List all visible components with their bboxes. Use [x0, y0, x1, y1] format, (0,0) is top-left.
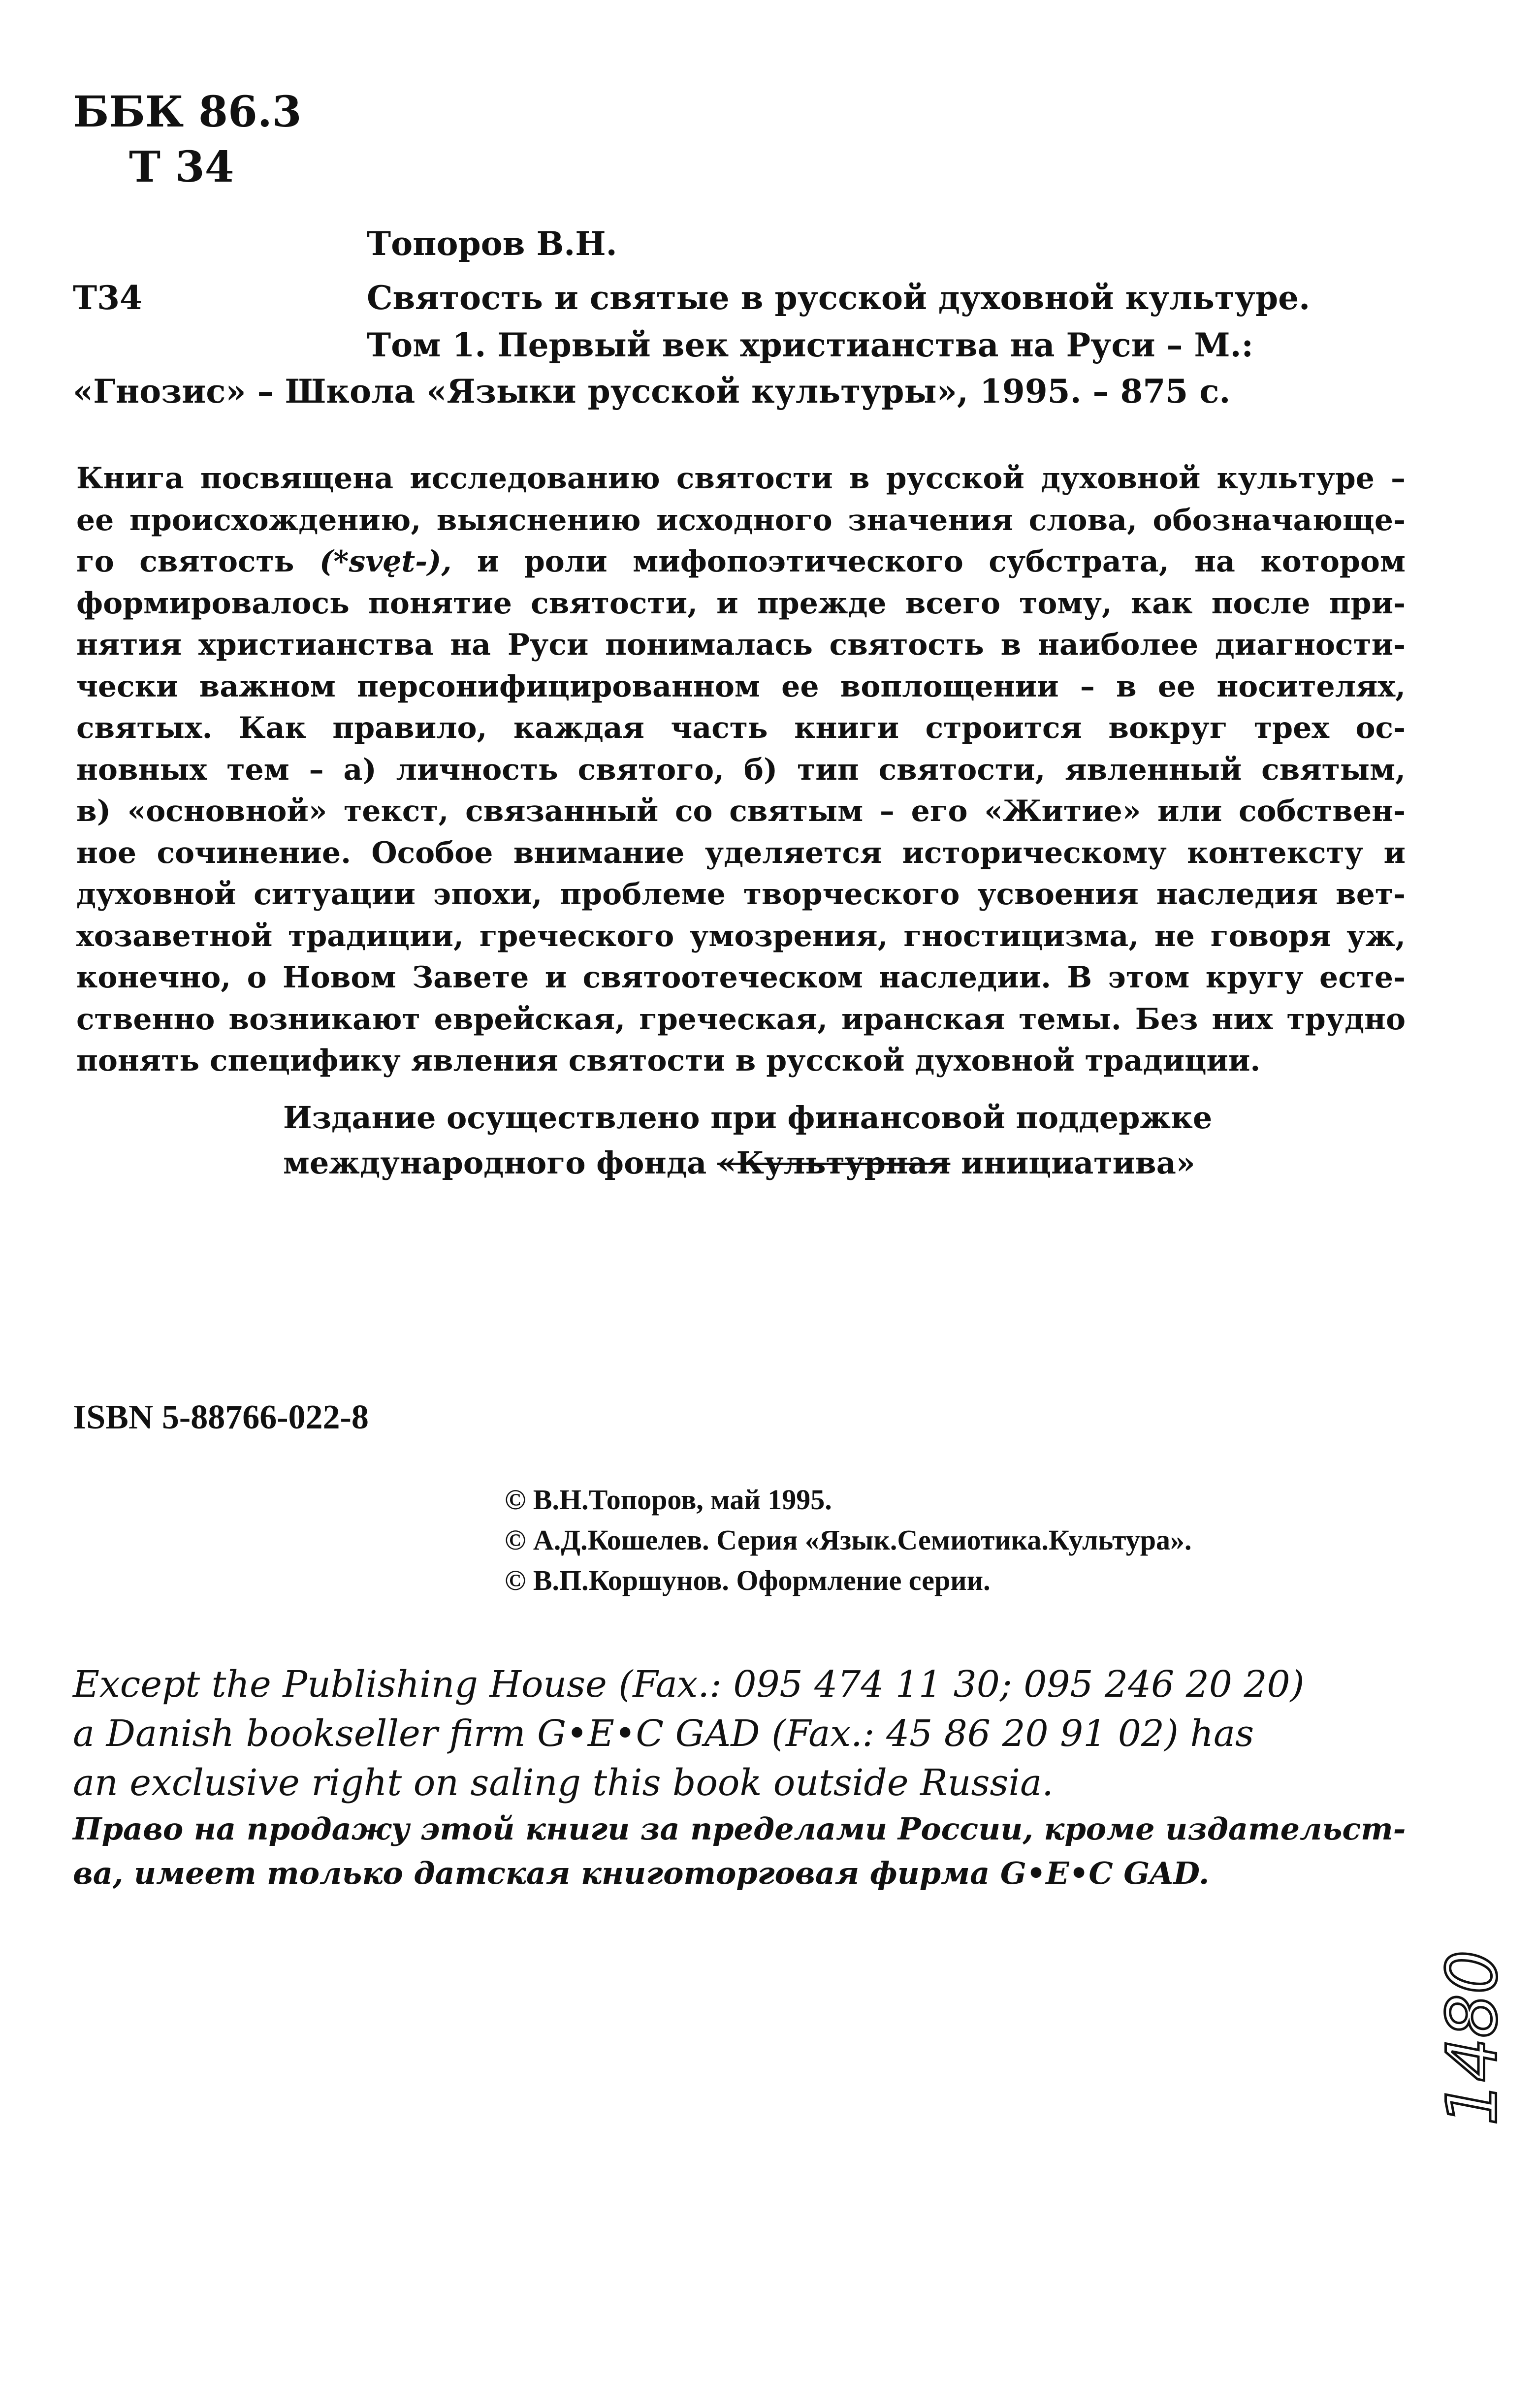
fund-name-rest: инициатива» — [960, 1145, 1195, 1181]
abstract-line: ственно возникают еврейская, греческая, иранская темы. Без них трудно — [76, 1002, 1406, 1037]
abstract-line: формировалось понятие святости, и прежде всего тому, как после при- — [76, 586, 1406, 621]
handwritten-number-text: 1480 — [1432, 1950, 1513, 2126]
bib-title: Святость и святые в русской духовной культуре. — [367, 279, 1311, 317]
abstract-line: чески важном персонифицированном ее воплощении – в ее носителях, — [76, 669, 1406, 704]
abstract-line: новных тем – а) личность святого, б) тип святости, явленный святым, — [76, 752, 1406, 787]
distribution-russian-line: ва, имеет только датская книготорговая фирма G•E•C GAD. — [73, 1855, 1210, 1891]
copyright-author — [505, 1486, 832, 1514]
etymon: (*svęt-), — [319, 544, 452, 579]
distribution-russian-line: Право на продажу этой книги за пределами России, кроме издательст- — [73, 1811, 1406, 1847]
abstract-line: понять специфику явления святости в русской духовной традиции. — [76, 1044, 1261, 1078]
bib-author: Топоров В.Н. — [367, 224, 617, 263]
funding-prefix: международного фонда — [283, 1145, 707, 1181]
copyright-author-text: © В.Н.Топоров, май 1995. — [505, 1484, 832, 1516]
bbk-code: ББК 86.3 — [73, 87, 302, 137]
bib-publisher: «Гнозис» – Школа «Языки русской культуры», 1995. – 875 с. — [73, 372, 1231, 411]
funding-line-2 — [283, 1145, 1195, 1181]
handwritten-number — [1428, 1934, 1526, 2141]
abstract-line-rest: и роли мифопоэтического субстрата, на котором — [477, 544, 1406, 579]
abstract-line: нятия христианства на Руси понималась святость в наиболее диагности- — [76, 628, 1406, 662]
abstract-line: ное сочинение. Особое внимание уделяется историческому контексту и — [76, 835, 1406, 870]
isbn: ISBN 5-88766-022-8 — [73, 1398, 369, 1436]
abstract-line: конечно, о Новом Завете и святоотеческом наследии. В этом кругу есте- — [76, 960, 1406, 995]
bib-volume: Том 1. Первый век христианства на Руси – М.: — [367, 326, 1253, 364]
abstract-line-prefix: го святость — [76, 544, 294, 579]
distribution-english-line: an exclusive right on saling this book outside Russia. — [73, 1762, 1054, 1804]
bib-code: Т34 — [73, 279, 142, 317]
abstract-line: хозаветной традиции, греческого умозрения, гностицизма, не говоря уж, — [76, 919, 1406, 953]
distribution-english-line: a Danish bookseller firm G•E•C GAD (Fax.: 45 86 20 91 02) has — [73, 1712, 1254, 1755]
distribution-english-line: Except the Publishing House (Fax.: 095 474 11 30; 095 246 20 20) — [73, 1663, 1305, 1706]
copyright-series: © А.Д.Кошелев. Серия «Язык.Семиотика.Культура». — [505, 1524, 1192, 1556]
abstract-line: в) «основной» текст, связанный со святым – его «Житие» или собствен- — [76, 794, 1406, 828]
abstract-line: ее происхождению, выяснению исходного значения слова, обозначающе- — [76, 503, 1406, 538]
abstract-line: духовной ситуации эпохи, проблеме творческого усвоения наследия вет- — [76, 877, 1406, 912]
funding-line-1: Издание осуществлено при финансовой поддержке — [283, 1100, 1213, 1136]
abstract — [76, 458, 1406, 1082]
copyright-design: © В.П.Коршунов. Оформление серии. — [505, 1564, 991, 1596]
fund-name-struck: «Культурная — [717, 1145, 951, 1181]
abstract-line: святых. Как правило, каждая часть книги строится вокруг трех ос- — [76, 711, 1406, 745]
abstract-line-with-etymon — [76, 541, 1406, 583]
abstract-line: Книга посвящена исследованию святости в русской духовной культуре – — [76, 461, 1406, 496]
author-mark: Т 34 — [129, 142, 234, 192]
